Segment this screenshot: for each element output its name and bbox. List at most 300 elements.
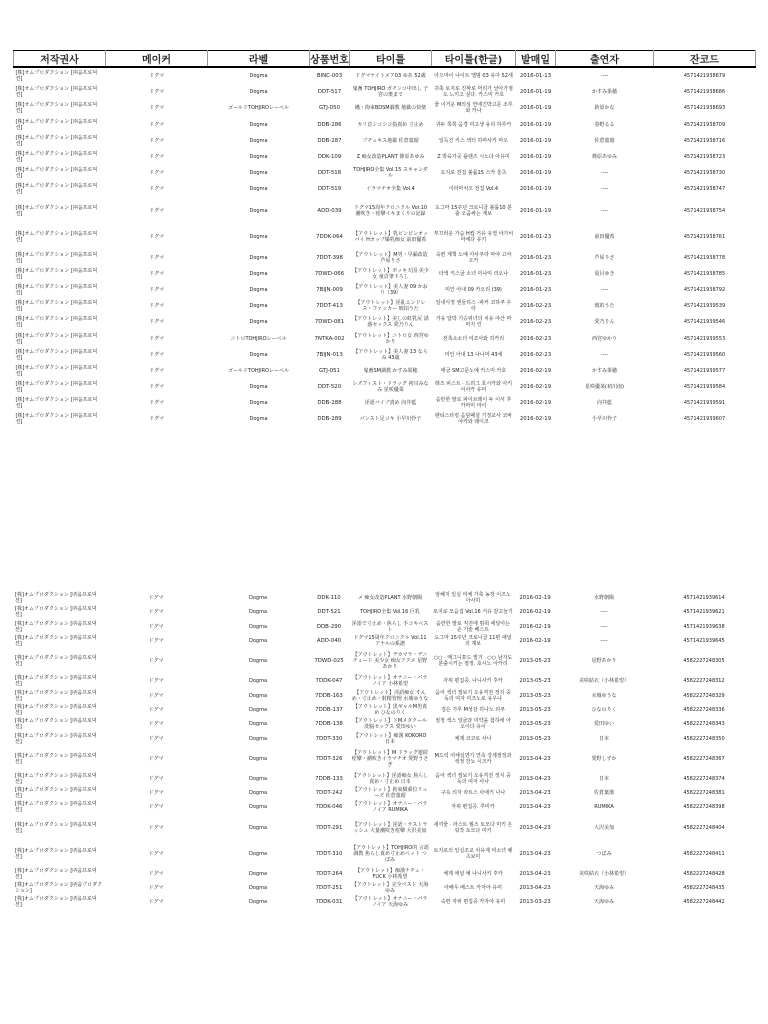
performer-cell: 篠原あゆみ <box>591 154 617 161</box>
maker-cell: ドグマ <box>149 367 164 374</box>
copyright-cell: [株]オムプロダクション [㈜옴프로덕션] <box>15 413 98 426</box>
product-number-cell: 7DDT-251 <box>315 885 343 891</box>
release-date-cell: 2016-01-19 <box>519 186 552 193</box>
label-cell: Dogma <box>248 638 268 645</box>
title-korean-cell: 자위 편집증. 나니사키 후카 <box>443 678 503 685</box>
maker-cell: ドグマ <box>149 137 164 144</box>
product-number-cell: 7DDK-064 <box>316 233 343 240</box>
copyright-cell: [株]オムプロダクション [㈜옴프로덕션] <box>15 718 97 731</box>
table-body <box>13 591 755 909</box>
copyright-cell: [株]オムプロダクション [㈜옴프로덕션] <box>15 772 97 785</box>
copyright-cell: [株]オムプロダクション [㈜옴프로덕션] <box>15 86 98 99</box>
copyright-cell: [株]オムプロダクション [㈜옴프로덕션] <box>15 635 97 648</box>
table-row <box>13 746 755 772</box>
title-korean-cell: 귀두 쪽쪽 음경 미고생 유리 하루카 <box>435 121 512 128</box>
title-korean-cell: 아배우 베스트 카자야 유미 <box>444 885 502 891</box>
title-korean-cell: Z 박육가공 플랜즈 시노다 아유미 <box>437 154 510 161</box>
release-date-cell: 2013-04-23 <box>519 850 551 857</box>
copyright-cell: [株]オムプロダクション [㈜옴프로덕션] <box>15 606 97 619</box>
performer-cell: 美咲結衣（小林希望） <box>578 678 629 685</box>
jan-code-cell: 4571421938723 <box>683 154 726 161</box>
title-cell: 【アウトレット】淫乱エンドレス・ファッカー 琥珀うた <box>355 300 426 313</box>
product-number-cell: 7DWD-081 <box>314 319 345 326</box>
column-header-release-date: 발매일 <box>516 51 556 68</box>
release-date-cell: 2016-01-19 <box>519 207 552 214</box>
table-row <box>13 717 755 731</box>
jan-code-cell: 4582227248398 <box>683 804 725 811</box>
title-korean-cell: 이라마치오 전집 Vol.4 <box>448 186 499 193</box>
copyright-cell: [株]オムプロダクション [㈜옴프로덕션] <box>15 316 98 329</box>
release-date-cell: 2016-02-19 <box>519 609 551 616</box>
table-row <box>14 266 756 282</box>
release-date-cell: 2016-02-23 <box>519 319 552 326</box>
title-korean-cell: 거유 압박 기승위녀의 치유 야산 마마지 린 <box>435 316 512 329</box>
release-date-cell: 2013-04-23 <box>519 790 551 797</box>
jan-code-cell: 4582227248336 <box>683 706 725 713</box>
maker-cell: ドグマ <box>149 286 164 293</box>
product-number-cell: DDB-288 <box>317 400 342 407</box>
label-cell: Dogma <box>248 790 268 797</box>
product-number-cell: DDT-521 <box>317 609 341 616</box>
performer-cell: 西宮ゆかり <box>591 335 617 342</box>
maker-cell: ドグマ <box>149 89 164 96</box>
title-korean-cell: 토지로 전집 볼륨15 스카 울츠 <box>440 170 507 177</box>
jan-code-cell: 4571421938792 <box>683 286 726 293</box>
product-number-cell: DDT-520 <box>317 384 342 391</box>
label-cell: Dogma <box>249 400 268 407</box>
jan-code-cell: 4571421939607 <box>683 416 726 423</box>
copyright-cell: [株]オムプロダクション [㈜옴프로덕션] <box>15 151 98 164</box>
release-date-cell: 2013-05-23 <box>519 692 551 699</box>
table-row <box>14 250 756 266</box>
release-date-cell: 2016-01-23 <box>519 233 552 240</box>
maker-cell: ドグマ <box>148 775 164 782</box>
title-cell: 縄・拘束BDSM調教 地獄の快楽 <box>354 105 427 112</box>
title-cell: 【アウトレット】美しの虹乳尻 誘惑セックス 愛乃りん <box>352 316 429 329</box>
label-cell: Dogma <box>248 658 268 665</box>
jan-code-cell: 4571421938686 <box>683 89 726 96</box>
label-cell: Dogma <box>248 899 268 906</box>
title-korean-cell: 구속 의자 라트스 사에키 나나 <box>440 790 506 797</box>
release-date-cell: 2016-02-23 <box>519 335 552 342</box>
release-date-cell: 2013-04-23 <box>519 775 551 782</box>
catalog-table-top <box>13 50 756 428</box>
copyright-cell: [株]オムプロダクション [㈜옴프로덕션] <box>15 801 97 814</box>
title-cell: 【アウトレット】オナニー・パラノイア RUMIKA <box>352 801 428 814</box>
release-date-cell: 2016-01-19 <box>519 170 552 177</box>
maker-cell: ドグマ <box>148 623 164 630</box>
release-date-cell: 2016-02-19 <box>519 416 552 423</box>
jan-code-cell: 4571421939584 <box>683 384 726 391</box>
table-row <box>14 149 756 165</box>
maker-cell: ドグマ <box>148 609 164 616</box>
copyright-cell: [株]オムプロダクション [㈜옴프로덕션] <box>15 183 98 196</box>
table-row <box>13 800 755 814</box>
title-korean-cell: 미인 아내 09 카오리 (39) <box>445 286 502 293</box>
table-row <box>14 363 756 379</box>
title-cell: 【アウトレット】ニトロ女 西宮ゆかり <box>352 332 429 345</box>
maker-cell: ドグマ <box>149 170 164 177</box>
product-number-cell: 7DDK-046 <box>315 804 343 811</box>
maker-cell: ドグマ <box>148 638 164 645</box>
table-row <box>14 224 756 250</box>
copyright-cell: [株]オムプロダクション [㈜옴프로덕션] <box>15 896 97 909</box>
title-cell: 【アウトレット】黒ギャルM男責め ひなのりく <box>352 703 428 716</box>
table-row <box>14 411 756 427</box>
jan-code-cell: 4571421938716 <box>683 137 726 144</box>
title-cell: レズフィスト・ドラッグ 初川みなみ 星咲優菜 <box>352 381 429 394</box>
copyright-cell: [株]オムプロダクション [㈜옴프로덕션] <box>15 689 97 702</box>
product-number-cell: DDT-517 <box>317 89 342 96</box>
maker-cell: ドグマ <box>148 721 164 728</box>
title-korean-cell: 레즈 피스트 · 드러그 호시카와 아키 이사카 유미 <box>434 381 513 394</box>
performer-cell: RUMIKA <box>594 804 614 811</box>
table-row <box>14 100 756 116</box>
performer-cell: ---- <box>600 351 609 358</box>
title-cell: イラマチオ全集 Vol.4 <box>366 186 415 193</box>
release-date-cell: 2016-02-23 <box>519 351 552 358</box>
copyright-cell: [株]オムプロダクション [㈜옴프로덕션] <box>15 592 97 605</box>
product-number-cell: 7DDT-413 <box>316 303 343 310</box>
copyright-cell: [株]オムプロダクション [㈜옴프로덕션] <box>15 267 98 280</box>
title-cell: 【アウトレット】淫語・ラストラッシュ 大量潮吹き痙攣 大沢美加 <box>352 821 428 834</box>
jan-code-cell: 4571421939546 <box>683 319 726 326</box>
label-cell: Dogma <box>248 850 268 857</box>
table-row <box>14 282 756 298</box>
label-cell: Dogma <box>249 121 268 128</box>
product-number-cell: 7DDT-291 <box>315 824 343 831</box>
column-header-product-number: 상품번호 <box>310 51 350 68</box>
performer-cell: 琥珀うた <box>594 303 615 310</box>
title-cell: 【アウトレット】美人妻 13 ならみ 43歳 <box>353 348 428 361</box>
jan-code-cell: 4582227248329 <box>683 692 725 699</box>
table-row <box>13 867 755 881</box>
jan-code-cell: 4582227248411 <box>683 850 725 857</box>
release-date-cell: 2013-03-23 <box>519 899 551 906</box>
table-row <box>14 347 756 363</box>
copyright-cell: [株]オムプロダクション [㈜옴프로덕션] <box>15 847 97 860</box>
maker-cell: ドグマ <box>148 735 164 742</box>
copyright-cell: [株]オムプロダクション [㈜옴프로덕션] <box>15 364 98 377</box>
label-cell: Dogma <box>248 692 268 699</box>
title-cell: 【アウトレット】拘束騎乗位リューズ 佐倉葉瑠 <box>352 787 428 800</box>
product-number-cell: ADD-039 <box>317 207 342 214</box>
product-number-cell: GTJ-050 <box>319 105 340 112</box>
label-cell: Dogma <box>248 706 268 713</box>
table-row <box>13 881 755 895</box>
column-header-copyright: 저작권사 <box>14 51 106 68</box>
copyright-cell: [株]オムプロダクション [㈜옴프로덕션] <box>15 867 97 880</box>
label-cell: Dogma <box>249 254 268 261</box>
label-cell: Dogma <box>248 775 268 782</box>
release-date-cell: 2016-02-19 <box>519 400 552 407</box>
performer-cell: かすみ果穂 <box>591 367 617 374</box>
table-row <box>14 67 756 84</box>
product-number-cell: 7DDT-264 <box>315 870 343 877</box>
title-cell: メ 痴女改造PLANT 水野朝陽 <box>357 595 423 602</box>
jan-code-cell: 4571421938693 <box>683 105 726 112</box>
title-cell: パンスト足コキ 小早川怜子 <box>359 416 422 423</box>
performer-cell: 向井藍 <box>596 400 612 407</box>
label-cell: Dogma <box>248 623 268 630</box>
title-korean-cell: 부끄러운 가슴 H컵 거유 유열 야가씨 마에다 유키 <box>433 230 514 243</box>
product-number-cell: 7DDB-137 <box>315 706 343 713</box>
title-korean-cell: 숙련 계책 노예 아사쿠라 마야 고야 오카 <box>435 251 512 264</box>
product-number-cell: 7DDK-031 <box>315 899 343 906</box>
table-body <box>14 67 756 428</box>
title-cell: Z 痴女改造PLANT 篠原あゆみ <box>356 154 425 161</box>
product-number-cell: 7DDT-326 <box>315 755 343 762</box>
release-date-cell: 2016-02-19 <box>519 384 552 391</box>
table-row <box>13 620 755 634</box>
product-number-cell: 7DDT-330 <box>315 735 343 742</box>
label-cell: Dogma <box>249 207 268 214</box>
performer-cell: かすみ果穂 <box>591 89 617 96</box>
product-number-cell: DDB-290 <box>316 623 342 630</box>
title-cell: ドグマ15周年クロニクル Vol.10 潮吹き・痙攣イキまくりの記録 <box>353 204 428 217</box>
label-cell: Dogma <box>249 233 268 240</box>
copyright-cell: [株]オムプロダクション [㈜옴프로덕션] <box>15 102 98 115</box>
table-row <box>13 841 755 867</box>
jan-code-cell: 4571421939614 <box>683 595 725 602</box>
copyright-cell: [株]オムプロダクション [㈜옴프로덕션] <box>15 381 98 394</box>
maker-cell: ドグマ <box>148 692 164 699</box>
maker-cell: ドグマ <box>149 207 164 214</box>
label-cell: Dogma <box>249 270 268 277</box>
product-number-cell: DDT-519 <box>317 186 342 193</box>
copyright-cell: [株]オムプロダクション [㈜옴프로덕션] <box>15 332 98 345</box>
table-row <box>13 731 755 745</box>
title-korean-cell: 음란한 말로 직전에 멈춰 애달아는 손 기술 베스트 <box>436 620 510 633</box>
product-number-cell: BINC-003 <box>316 73 343 80</box>
table-row <box>14 181 756 197</box>
label-cell: ゴールドTOHJIROレーベル <box>227 105 289 112</box>
release-date-cell: 2016-02-19 <box>519 638 551 645</box>
maker-cell: ドグマ <box>149 233 164 240</box>
title-cell: ドグマナイトメア03 ゆあ 52歳 <box>355 73 426 80</box>
column-header-title: 타이틀 <box>350 51 432 68</box>
product-number-cell: 7DDT-310 <box>315 850 343 857</box>
maker-cell: ドグマ <box>149 303 164 310</box>
maker-cell: ドグマ <box>149 254 164 261</box>
label-cell: Dogma <box>249 303 268 310</box>
release-date-cell: 2016-01-23 <box>519 254 552 261</box>
label-cell: Dogma <box>248 870 268 877</box>
maker-cell: ドグマ <box>148 706 164 713</box>
jan-code-cell: 4582227248442 <box>683 899 725 906</box>
column-header-label: 라벨 <box>208 51 310 68</box>
maker-cell: ドグマ <box>148 850 164 857</box>
table-row <box>13 772 755 786</box>
performer-cell: 日本 <box>598 735 609 742</box>
release-date-cell: 2016-01-19 <box>519 89 552 96</box>
release-date-cell: 2013-05-23 <box>519 658 551 665</box>
maker-cell: ドグマ <box>149 384 164 391</box>
performer-cell: 水城ゆうな <box>591 692 617 699</box>
title-cell: 淫語で寸止め・焦らし 手コキベスト <box>351 620 429 633</box>
title-korean-cell: 일득진 키스 섹터 하마사키 마오 <box>438 137 509 144</box>
title-cell: 鬼畜 TOHJIRO ガチンコ中出し 子宮の奥まで <box>352 86 429 99</box>
table-row <box>13 786 755 800</box>
release-date-cell: 2016-01-19 <box>519 121 552 128</box>
title-korean-cell: 전촉소소녀 여조사와 히카리 <box>442 335 505 342</box>
jan-code-cell: 4582227248374 <box>683 775 725 782</box>
jan-code-cell: 4582227248343 <box>683 721 725 728</box>
maker-cell: ドグマ <box>149 351 164 358</box>
performer-cell: ---- <box>600 286 609 293</box>
column-header-jan-code: 잔코드 <box>654 51 756 68</box>
label-cell: Dogma <box>248 804 268 811</box>
copyright-cell: [株]オムプロダクション [㈜옴프로덕션] <box>15 787 97 800</box>
product-number-cell: 7DWD-066 <box>314 270 345 277</box>
title-cell: 【アウトレット】痴漢ナチュ・FUCK 小林希望 <box>355 867 425 880</box>
label-cell: ゴールドTOHJIROレーベル <box>227 367 289 374</box>
performer-cell: ---- <box>600 186 609 193</box>
title-cell: 【アウトレット】淫語痴女 焦らし責め・寸止め 日本 <box>351 772 429 785</box>
title-korean-cell: 태금 SM고문노예 카스미 카호 <box>440 367 507 374</box>
performer-cell: 前田優希 <box>594 233 615 240</box>
maker-cell: ドグマ <box>148 595 164 602</box>
title-cell: 【アウトレット】痴漢 KOKORO 日本 <box>353 732 427 745</box>
title-cell: 【アウトレット】M男・早漏改造 芦屋りさ <box>353 251 428 264</box>
release-date-cell: 2013-05-23 <box>519 678 551 685</box>
table-row <box>14 330 756 346</box>
table-row <box>14 198 756 224</box>
title-korean-cell: 귀축 토지로 진짜로 머리가 날아가점도 느끼고 싶다. 카스미 카호 <box>434 86 513 99</box>
jan-code-cell: 4582227248350 <box>683 735 725 742</box>
table-row <box>13 605 755 619</box>
title-cell: 【アウトレット】ボッキ天国 美少女 童貞筆下ろし <box>352 267 429 280</box>
release-date-cell: 2013-04-23 <box>519 804 551 811</box>
copyright-cell: [株]オムプロダクション [㈜옴프로덕션] <box>15 732 97 745</box>
label-cell: Dogma <box>249 384 268 391</box>
product-number-cell: 7NTKA-002 <box>314 335 345 342</box>
maker-cell: ドグマ <box>149 270 164 277</box>
product-number-cell: DDT-518 <box>317 170 342 177</box>
copyright-cell: [株]オムプロダクション [㈜옴프로덕션] <box>15 300 98 313</box>
column-header-performer: 출연자 <box>556 51 654 68</box>
jan-code-cell: 4571421939645 <box>683 638 725 645</box>
copyright-cell: [株]オムプロダクション [㈜옴프로덕션] <box>15 620 97 633</box>
performer-cell: 大沢美加 <box>593 824 614 831</box>
release-date-cell: 2016-01-19 <box>519 105 552 112</box>
title-korean-cell: 도그마 15주년 크로니클 볼륨10 분출 오줌싸는 계보 <box>434 204 513 217</box>
title-cell: ドグマ15周年クロニクル Vol.11 アナルの系譜 <box>353 635 427 648</box>
jan-code-cell: 4582227248381 <box>683 790 725 797</box>
performer-cell: 愛野しずか <box>591 755 617 762</box>
title-korean-cell: 자위 편집증. 루미카 <box>451 804 495 811</box>
table-row <box>14 84 756 100</box>
title-cell: 【アウトレット】オナニー・パラノイア 天海ゆみ <box>352 896 428 909</box>
jan-code-cell: 4571421938761 <box>683 233 726 240</box>
maker-cell: ドグマ <box>148 870 164 877</box>
release-date-cell: 2016-02-19 <box>519 595 551 602</box>
copyright-cell: [株]オムプロダクション [㈜옴프로덕션] <box>15 703 97 716</box>
maker-cell: ドグマ <box>149 416 164 423</box>
table-row <box>13 688 755 702</box>
table-row <box>13 895 755 909</box>
label-cell: Dogma <box>249 186 268 193</box>
table-row <box>13 648 755 674</box>
copyright-cell: [株]オムプロダクション [㈜옴프로덕션] <box>15 752 97 765</box>
copyright-cell: [株]オムプロダクション [㈜옴프로덕션] <box>15 283 98 296</box>
maker-cell: ドグマ <box>148 804 164 811</box>
title-korean-cell: 체제 애널 예 나니사키 후카 <box>443 870 503 877</box>
product-number-cell: DDB-286 <box>317 121 342 128</box>
copyright-cell: [株]オムプロダクション [㈜옴프로덕션] <box>15 118 98 131</box>
maker-cell: ドグマ <box>149 73 164 80</box>
performer-cell: 日本 <box>598 775 609 782</box>
title-korean-cell: 줄 이거운 M의심 연애긴박고문 조루와 카나 <box>434 102 513 115</box>
product-number-cell: 7BIJN-009 <box>316 286 343 293</box>
release-date-cell: 2016-02-23 <box>519 303 552 310</box>
release-date-cell: 2013-04-23 <box>519 885 551 891</box>
maker-cell: ドグマ <box>149 154 164 161</box>
title-korean-cell: 검은 가루 M성감 히나노 리쿠 <box>441 706 505 713</box>
label-cell: Dogma <box>249 170 268 177</box>
title-cell: 【アウトレット】美人妻 09 かおり（39） <box>353 283 428 296</box>
jan-code-cell: 4582227248305 <box>683 658 725 665</box>
copyright-cell: [株]オムプロダクション [㈜옴プロダクション] <box>15 882 103 894</box>
copyright-cell: [株]オムプロダクション [㈜옴프로덕션] <box>15 675 97 688</box>
copyright-cell: [株]オムプロダクション [㈜옴프로덕션] <box>15 230 98 243</box>
label-cell: Dogma <box>248 678 268 685</box>
title-korean-cell: M드럭 여체실연기 연속 강제절정과 섹정 잔뇨 시즈카 <box>434 752 512 765</box>
label-cell: Dogma <box>249 137 268 144</box>
title-cell: 淫語バイブ責め 向井藍 <box>364 400 417 407</box>
product-number-cell: DDK-109 <box>317 154 342 161</box>
title-korean-cell: 타액 키스굴 소녀 미나미 리오나 <box>438 270 509 277</box>
title-korean-cell: 음란한 말로 파이브레이 두 이서 후카마미 마이 <box>435 397 512 410</box>
maker-cell: ドグマ <box>148 790 164 797</box>
product-number-cell: 7DDB-138 <box>315 721 343 728</box>
maker-cell: ドグマ <box>149 105 164 112</box>
label-cell: Dogma <box>248 755 268 762</box>
jan-code-cell: 4571421939553 <box>683 335 726 342</box>
label-cell: Dogma <box>248 595 268 602</box>
jan-code-cell: 4571421939539 <box>683 303 726 310</box>
label-cell: Dogma <box>249 89 268 96</box>
title-cell: 【アウトレット】デカマラ・デニチュード 美少女 痴女アクメ 星野あかり <box>352 652 428 671</box>
title-korean-cell: 숙련 자위 편집증 카자야 유미 <box>440 899 506 906</box>
release-date-cell: 2013-04-23 <box>519 870 551 877</box>
title-cell: カリ首シコシコ指責め 寸止め <box>357 121 424 128</box>
table-row <box>13 591 755 605</box>
title-cell: 【アウトレット】オナニー・パラノイア 小林希望 <box>352 675 428 688</box>
performer-cell: ---- <box>600 638 608 645</box>
copyright-cell: [株]オムプロダクション [㈜옴프로덕션] <box>15 251 98 264</box>
jan-code-cell: 4571421938709 <box>683 121 726 128</box>
title-cell: 鬼畜SM調教 かすみ果穂 <box>363 367 418 374</box>
label-cell: Dogma <box>248 824 268 831</box>
title-korean-cell: 음어 섹녀 절보기 오유직전 정지 중독의 여자 사나 <box>435 772 511 785</box>
copyright-cell: [株]オムプロダクション [㈜옴프로덕션] <box>15 167 98 180</box>
copyright-cell: [株]オムプロダクション [㈜옴프로덕션] <box>15 134 98 147</box>
title-cell: ブチュキス地獄 佐倉葉瑠 <box>362 137 419 144</box>
table-row <box>13 703 755 717</box>
title-korean-cell: 일내식정 엔들리스 -파커 코하쿠 우타 <box>435 300 512 313</box>
release-date-cell: 2013-04-23 <box>519 755 551 762</box>
label-cell: Dogma <box>248 885 268 891</box>
table-row <box>14 133 756 149</box>
release-date-cell: 2013-04-23 <box>519 824 551 831</box>
column-header-title-korean: 타이틀(한글) <box>432 51 516 68</box>
jan-code-cell: 4582227248435 <box>683 885 725 891</box>
title-cell: 【アウトレット】淫語痴女 すんめ・寸止め・射精管理 水城ゆうな <box>351 689 429 702</box>
jan-code-cell: 4582227248404 <box>683 824 725 831</box>
jan-code-cell: 4571421938785 <box>683 270 726 277</box>
table-row <box>14 314 756 330</box>
